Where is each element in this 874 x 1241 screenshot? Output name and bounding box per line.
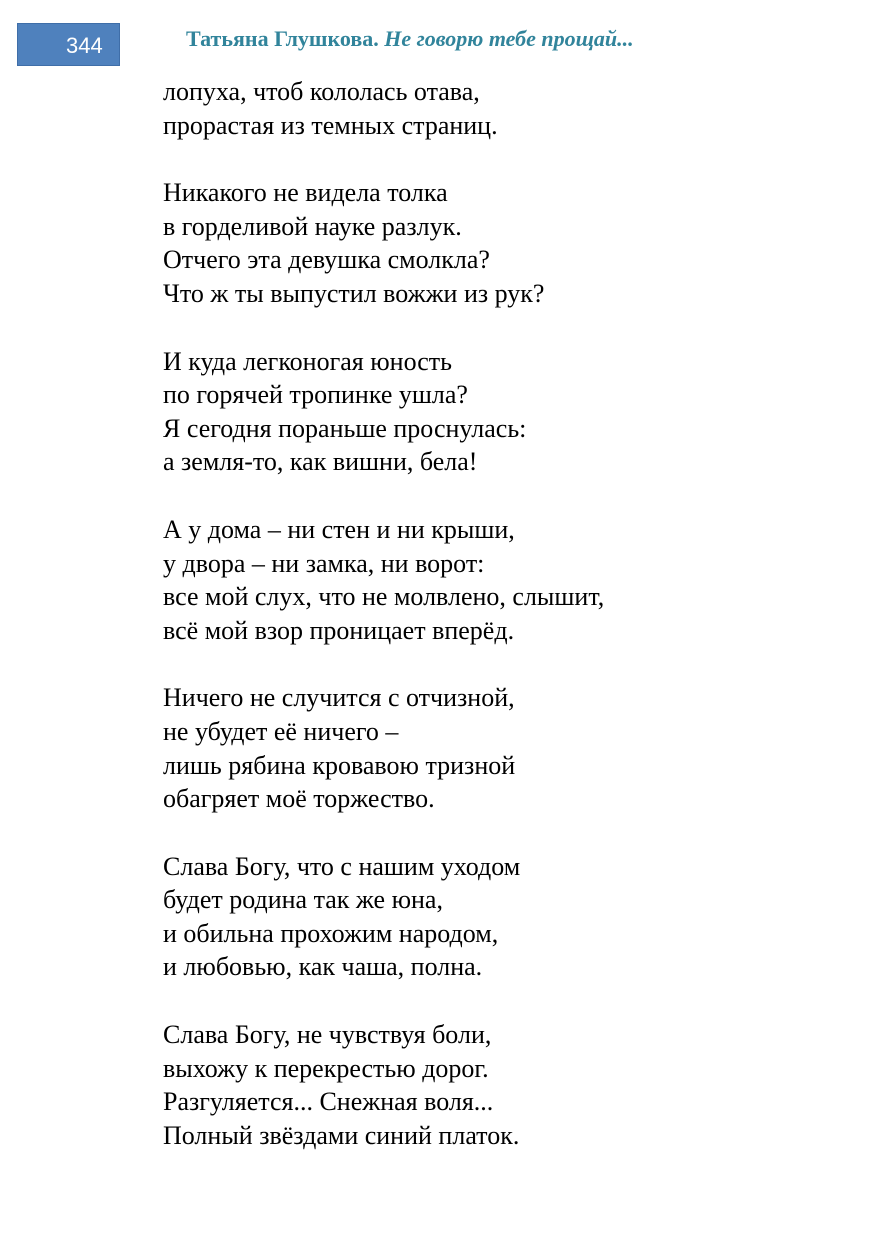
header-author: Татьяна Глушкова. [186, 26, 379, 51]
poem-line: Слава Богу, не чувствуя боли, [163, 1020, 492, 1050]
poem-line: выхожу к перекрестью дорог. [163, 1053, 489, 1083]
page-number: 344 [66, 33, 103, 58]
poem-line: Слава Богу, что с нашим уходом [163, 851, 521, 881]
poem-line: лопуха, чтоб кололась отава, [163, 77, 480, 106]
stanza [163, 176, 843, 310]
poem-line: Я сегодня пораньше проснулась: [163, 413, 527, 443]
poem-line: а земля-то, как вишни, бела! [163, 447, 478, 477]
poem-line: и любовью, как чаша, полна. [163, 952, 483, 982]
stanza [163, 513, 843, 647]
poem-line: и обильна прохожим народом, [163, 918, 499, 948]
poem-line: И куда легконогая юность [163, 346, 452, 376]
poem-line: по горячей тропинке ушла? [163, 380, 468, 410]
header-book-title: Не говорю тебе прощай... [384, 26, 634, 51]
poem-line: в горделивой науке разлук. [163, 211, 462, 241]
poem-line: будет родина так же юна, [163, 885, 443, 915]
poem-line: у двора – ни замка, ни ворот: [163, 548, 485, 578]
poem-line: Полный звёздами синий платок. [163, 1120, 520, 1150]
poem-line: прорастая из темных страниц. [163, 110, 498, 140]
poem-line: не убудет её ничего – [163, 716, 399, 746]
stanza [163, 850, 843, 984]
poem-line: Ничего не случится с отчизной, [163, 683, 515, 713]
stanza [163, 75, 843, 142]
page-number-badge [17, 23, 120, 66]
stanza [163, 345, 843, 479]
poem-line: Разгуляется... Снежная воля... [163, 1087, 494, 1117]
poem-line: Отчего эта девушка смолкла? [163, 245, 490, 275]
poem-line: Что ж ты выпустил вожжи из рук? [163, 278, 545, 308]
poem-line: Никакого не видела толка [163, 178, 448, 208]
poem-line: все мой слух, что не молвлено, слышит, [163, 582, 605, 612]
poem-body [163, 75, 843, 1186]
poem-line: всё мой взор проницает вперёд. [163, 615, 515, 645]
poem-line: обагряет моё торжество. [163, 784, 435, 814]
stanza [163, 681, 843, 815]
poem-line: А у дома – ни стен и ни крыши, [163, 514, 515, 544]
running-header [186, 25, 634, 53]
stanza [163, 1018, 843, 1152]
poem-line: лишь рябина кровавою тризной [163, 750, 516, 780]
